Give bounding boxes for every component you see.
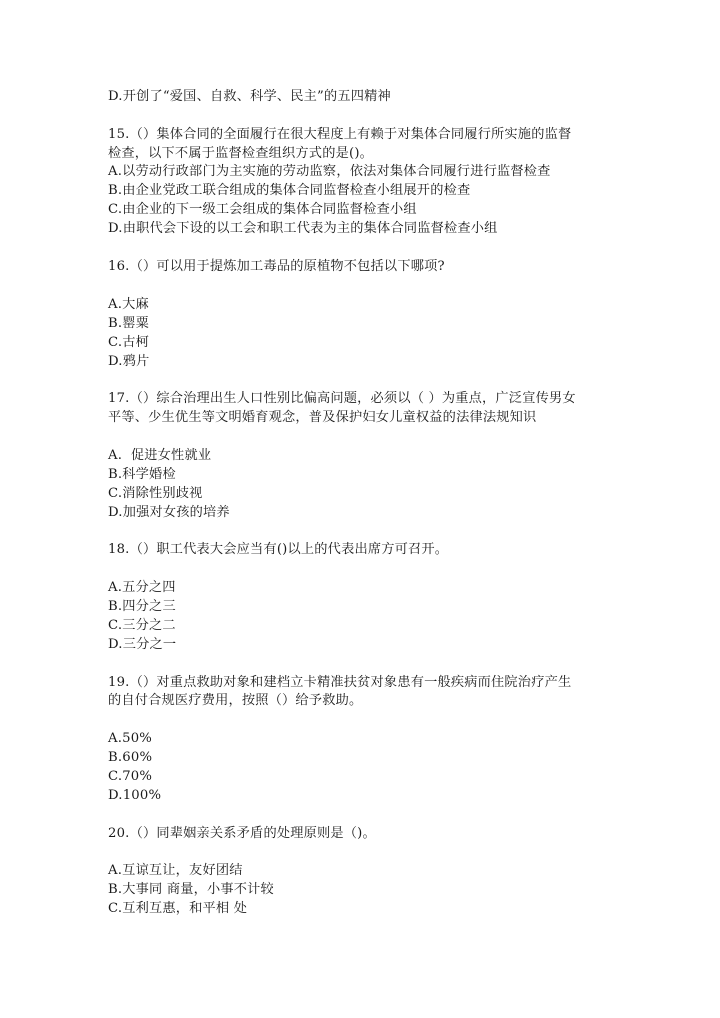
q16-stem-line-1: 16.（）可以用于提炼加工毒品的原植物不包括以下哪项? <box>108 259 445 274</box>
q20-option-c: C.互利互惠，和平相 处 <box>108 901 248 916</box>
q20-option-b: B.大事同 商量，小事不计较 <box>108 882 274 897</box>
q16-option-b: B.罂粟 <box>108 316 150 331</box>
q17-stem-line-2: 平等、少生优生等文明婚育观念，普及保护妇女儿童权益的法律法规知识 <box>108 410 537 425</box>
q18-option-a: A.五分之四 <box>108 580 176 595</box>
q19-option-c: C.70% <box>108 769 153 784</box>
q19-option-d: D.100% <box>108 788 162 803</box>
q20-option-a: A.互谅互让，友好团结 <box>108 863 243 878</box>
q16-option-a: A.大麻 <box>108 297 149 312</box>
q18-option-d: D.三分之一 <box>108 637 177 652</box>
q17-option-c: C.消除性别歧视 <box>108 486 203 501</box>
q17-option-d: D.加强对女孩的培养 <box>108 505 230 520</box>
q19-option-a: A.50% <box>108 731 153 746</box>
q15-stem-line-1: 15.（）集体合同的全面履行在很大程度上有赖于对集体合同履行所实施的监督 <box>108 127 572 142</box>
q16-option-d: D.鸦片 <box>108 354 150 369</box>
q16-option-c: C.古柯 <box>108 335 149 350</box>
q18-stem-line-1: 18.（）职工代表大会应当有()以上的代表出席方可召开。 <box>108 542 449 557</box>
q15-stem-line-2: 检查，以下不属于监督检查组织方式的是()。 <box>108 146 374 161</box>
q17-option-b: B.科学婚检 <box>108 467 176 482</box>
q14-option-d: D.开创了“爱国、自救、科学、民主”的五四精神 <box>108 89 391 104</box>
q17-option-a: A. 促进女性就业 <box>108 448 212 463</box>
q19-stem-line-1: 19.（）对重点救助对象和建档立卡精准扶贫对象患有一般疾病而住院治疗产生 <box>108 675 572 690</box>
q15-option-d: D.由职代会下设的以工会和职工代表为主的集体合同监督检查小组 <box>108 221 498 236</box>
q18-option-b: B.四分之三 <box>108 599 176 614</box>
q15-option-b: B.由企业党政工联合组成的集体合同监督检查小组展开的检查 <box>108 183 471 198</box>
q20-stem-line-1: 20.（）同辈姻亲关系矛盾的处理原则是（)。 <box>108 826 376 841</box>
q15-option-a: A.以劳动行政部门为主实施的劳动监察，依法对集体合同履行进行监督检查 <box>108 164 551 179</box>
q18-option-c: C.三分之二 <box>108 618 176 633</box>
q19-option-b: B.60% <box>108 750 153 765</box>
q19-stem-line-2: 的自付合规医疗费用，按照（）给予救助。 <box>108 693 363 708</box>
q17-stem-line-1: 17.（）综合治理出生人口性别比偏高问题，必须以（ ）为重点，广泛宣传男女 <box>108 391 576 406</box>
q15-option-c: C.由企业的下一级工会组成的集体合同监督检查小组 <box>108 202 417 217</box>
